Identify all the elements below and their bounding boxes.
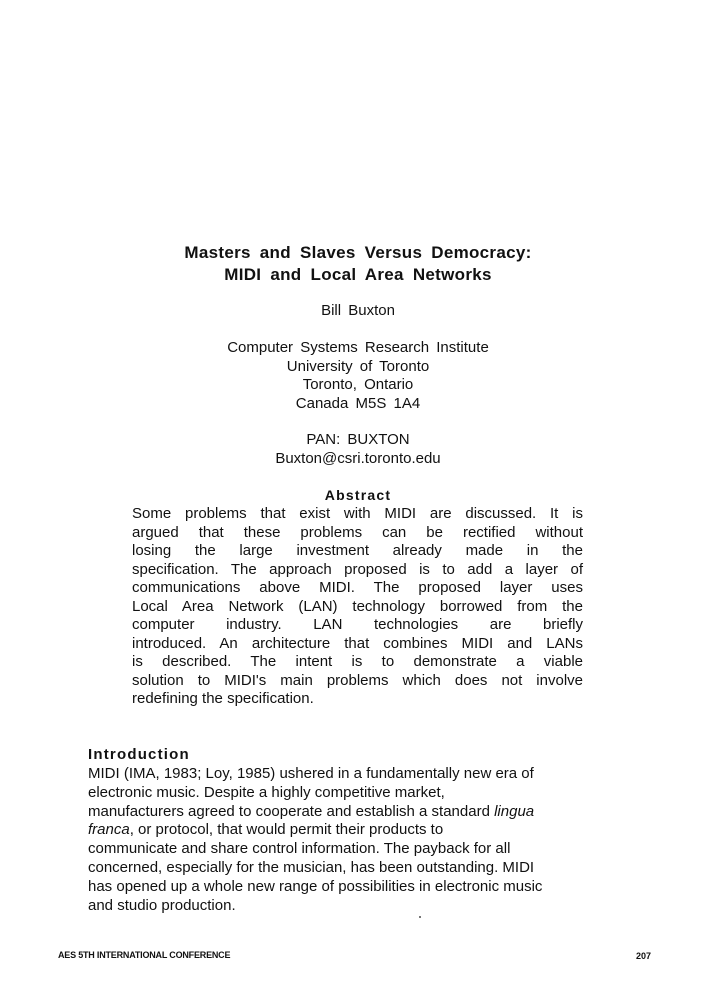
introduction-body: [88, 765, 633, 915]
intro-text: manufacturers agreed to cooperate and establish a standard: [88, 802, 495, 820]
abstract-line: argued that these problems can be rectified without: [132, 523, 583, 541]
intro-italic-term: lingua: [494, 802, 535, 820]
contact-pan: PAN: BUXTON: [306, 431, 410, 448]
paper-title: [0, 242, 706, 286]
abstract-line: introduced. An architecture that combines MIDI and LANs: [132, 634, 583, 652]
abstract-line: is described. The intent is to demonstrate a viable: [132, 653, 583, 670]
contact-email: Buxton@csri.toronto.edu: [275, 450, 441, 467]
intro-italic-term: franca: [88, 821, 130, 839]
affiliation-line-2: University of Toronto: [286, 357, 430, 375]
abstract-line: communications above MIDI. The proposed layer uses: [132, 579, 583, 596]
intro-line: MIDI (IMA, 1983; Loy, 1985) ushered in a fundamentally new era of: [88, 765, 534, 782]
introduction-heading: Introduction: [88, 746, 190, 763]
abstract-line: Local Area Network (LAN) technology borrowed from the: [132, 597, 583, 615]
abstract-line: computer industry. LAN technologies are briefly: [132, 616, 583, 633]
intro-line: concerned, especially for the musician, has been outstanding. MIDI: [88, 858, 535, 876]
abstract-heading: Abstract: [324, 487, 392, 503]
affiliation-line-4: Canada M5S 1A4: [295, 394, 421, 412]
abstract-line: specification. The approach proposed is to add a layer of: [132, 560, 583, 578]
abstract-line: solution to MIDI's main problems which does not involve: [132, 671, 583, 689]
intro-line: and studio production.: [88, 896, 236, 914]
abstract-line: redefining the specification.: [132, 690, 314, 707]
abstract-line: Some problems that exist with MIDI are discussed. It is: [132, 505, 583, 522]
abstract-body: [132, 505, 583, 709]
intro-line: electronic music. Despite a highly competitive market,: [88, 783, 445, 801]
scan-speck: [419, 916, 421, 918]
author-name: Bill Buxton: [321, 302, 395, 319]
footer-conference: AES 5TH INTERNATIONAL CONFERENCE: [58, 950, 231, 960]
title-line-1: Masters and Slaves Versus Democracy:: [184, 243, 532, 262]
abstract-line: losing the large investment already made in the: [132, 542, 583, 559]
intro-line: [88, 821, 633, 840]
intro-line: [88, 803, 633, 822]
affiliation-line-1: Computer Systems Research Institute: [227, 339, 489, 356]
title-line-2: MIDI and Local Area Networks: [224, 265, 492, 284]
affiliation-line-3: Toronto, Ontario: [302, 376, 414, 393]
footer-page-number: 207: [635, 951, 651, 961]
intro-text: , or protocol, that would permit their products to: [129, 821, 444, 839]
intro-line: has opened up a whole new range of possibilities in electronic music: [88, 877, 543, 895]
intro-line: communicate and share control information. The payback for all: [88, 840, 511, 858]
